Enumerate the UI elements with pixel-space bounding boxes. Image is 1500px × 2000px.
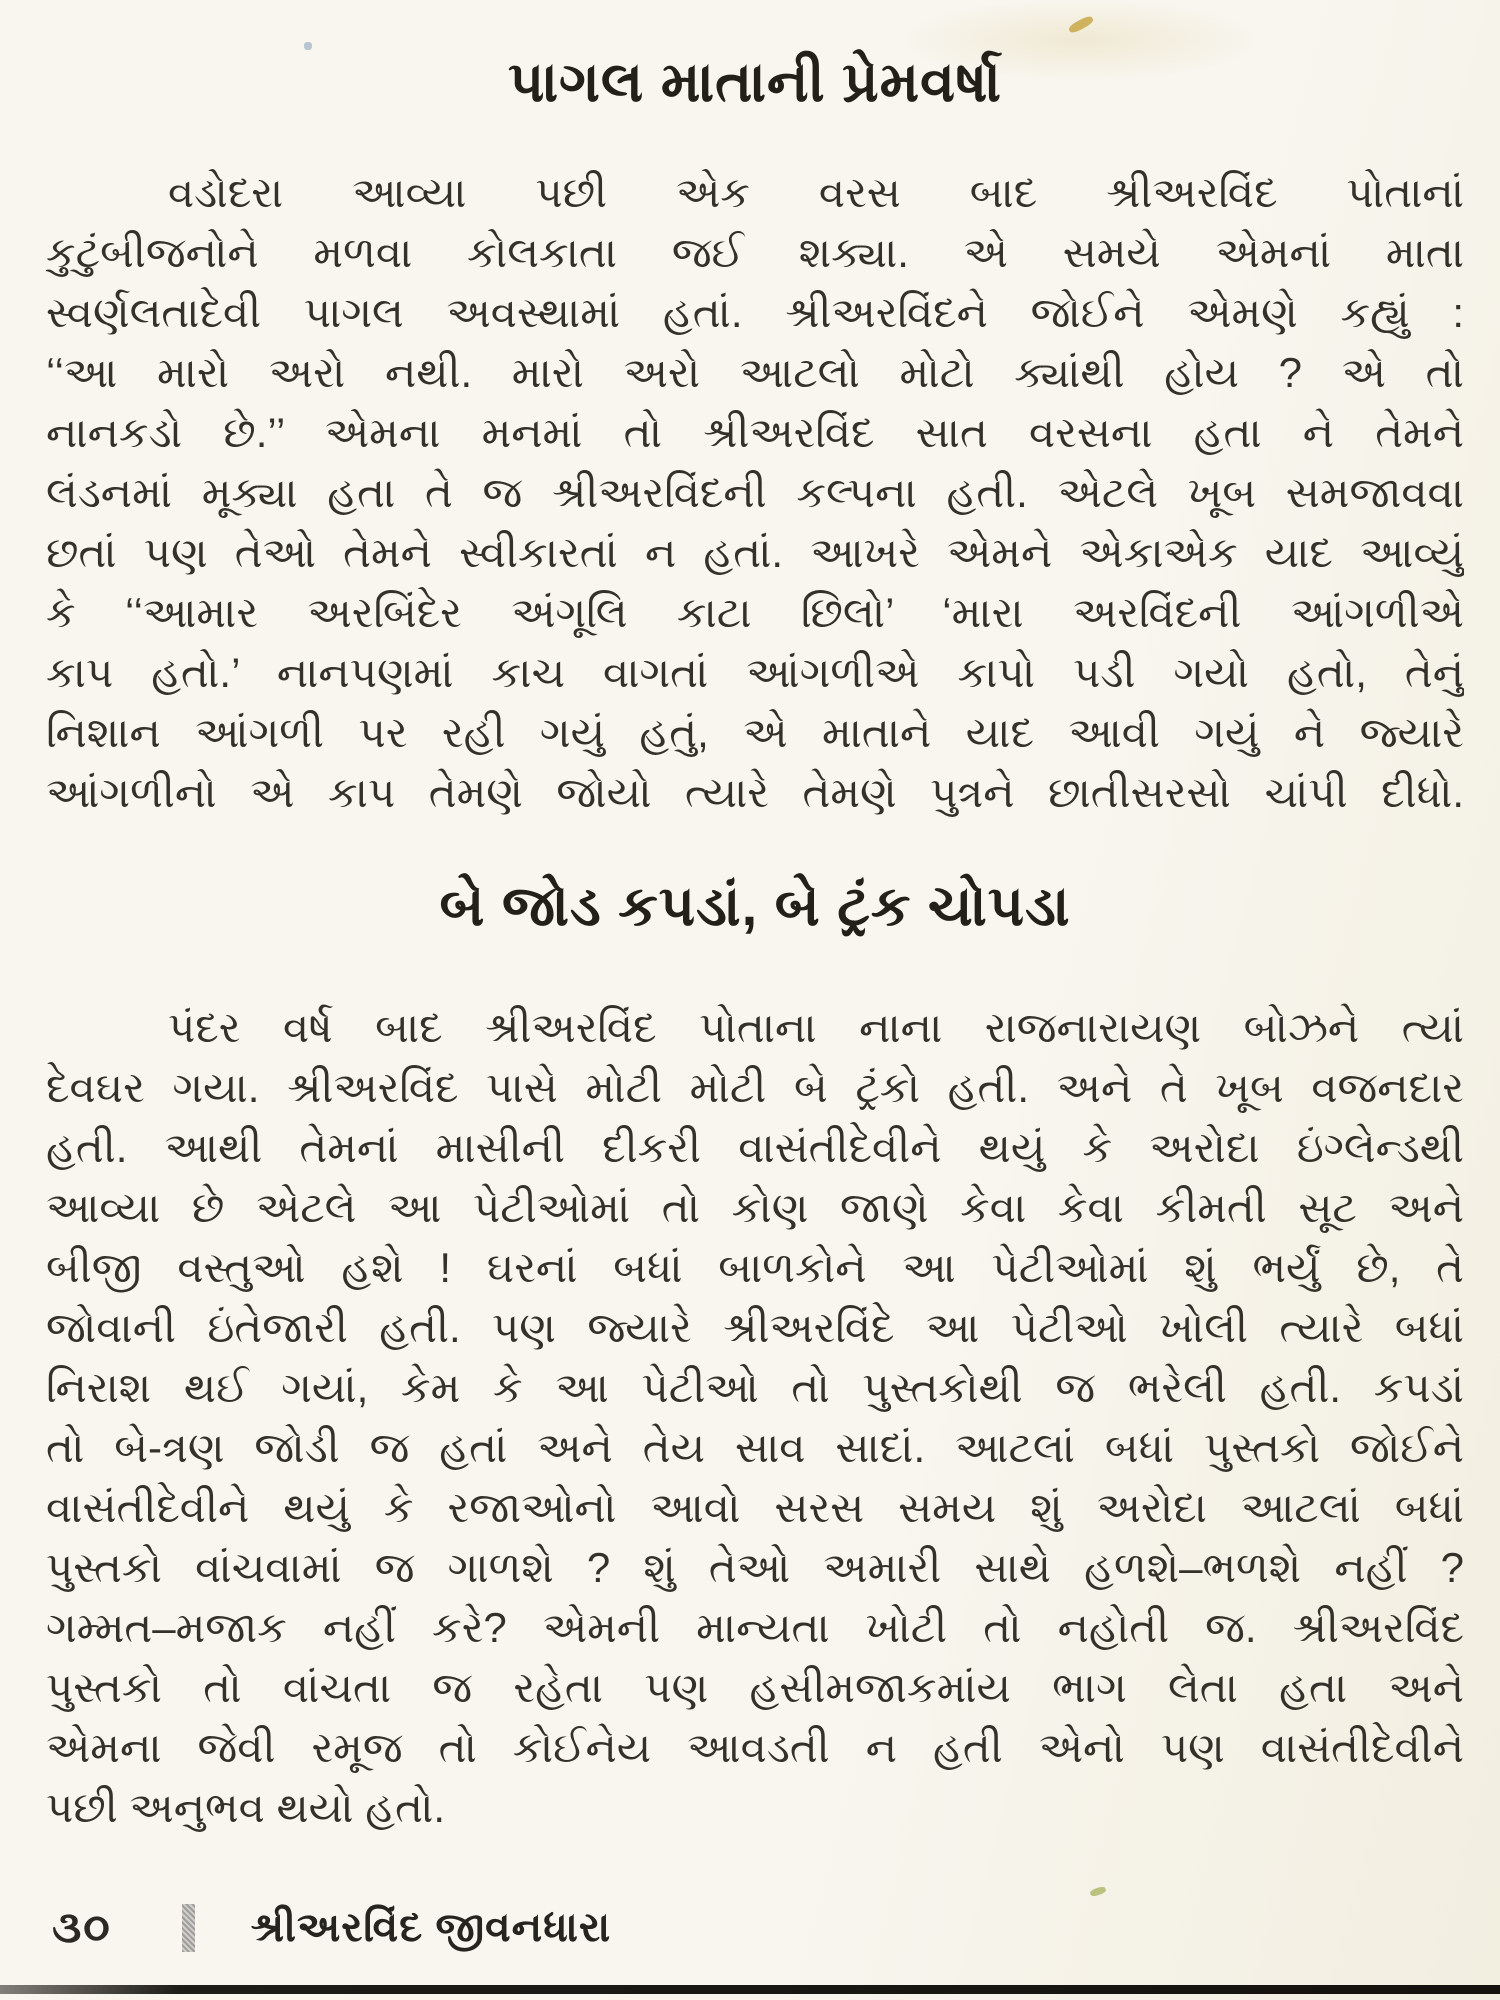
text-line: પછી અનુભવ થયો હતો. (46, 1784, 446, 1831)
book-title: શ્રીઅરવિંદ જીવનધારા (250, 1904, 612, 1950)
text-line: પુસ્તકો વાંચવામાં જ ગાળશે ? શું તેઓ અમારી સાથે હળશે–ભળશે નહીં ? (46, 1544, 1464, 1591)
text-line: દેવઘર ગયા. શ્રીઅરવિંદ પાસે મોટી મોટી બે ટ્રંકો હતી. અને તે ખૂબ વજનદાર (46, 1064, 1464, 1111)
text-line: પંદર વર્ષ બાદ શ્રીઅરવિંદ પોતાના નાના રાજનારાયણ બોઝને ત્યાં (168, 1004, 1464, 1051)
text-line: કાપ હતો.’ નાનપણમાં કાચ વાગતાં આંગળીએ કાપો પડી ગયો હતો, તેનું (46, 649, 1464, 696)
text-line: નાનકડો છે.’’ એમના મનમાં તો શ્રીઅરવિંદ સાત વરસના હતા ને તેમને (46, 409, 1464, 456)
text-line: નિરાશ થઈ ગયાં, કેમ કે આ પેટીઓ તો પુસ્તકોથી જ ભરેલી હતી. કપડાં (46, 1364, 1464, 1411)
text-line: કુટુંબીજનોને મળવા કોલકાતા જઈ શક્યા. એ સમયે એમનાં માતા (46, 229, 1464, 276)
scan-speck-blue (304, 42, 312, 50)
text-line: વડોદરા આવ્યા પછી એક વરસ બાદ શ્રીઅરવિંદ પોતાનાં (168, 169, 1464, 216)
text-line: વાસંતીદેવીને થયું કે રજાઓનો આવો સરસ સમય શું અરોદા આટલાં બધાં (46, 1484, 1464, 1531)
text-line: એમના જેવી રમૂજ તો કોઈનેય આવડતી ન હતી એનો પણ વાસંતીદેવીને (46, 1724, 1464, 1771)
text-line: કે ‘‘આમાર અરબિંદેર અંગૂલિ કાટા છિલો’ ‘મારા અરવિંદની આંગળીએ (46, 589, 1464, 636)
text-line: જોવાની ઇંતેજારી હતી. પણ જ્યારે શ્રીઅરવિંદે આ પેટીઓ ખોલી ત્યારે બધાં (46, 1304, 1464, 1351)
text-line: નિશાન આંગળી પર રહી ગયું હતું, એ માતાને યાદ આવી ગયું ને જ્યારે (46, 709, 1464, 756)
text-line: આવ્યા છે એટલે આ પેટીઓમાં તો કોણ જાણે કેવા કેવા કીમતી સૂટ અને (46, 1184, 1464, 1231)
text-line: લંડનમાં મૂક્યા હતા તે જ શ્રીઅરવિંદની કલ્પના હતી. એટલે ખૂબ સમજાવવા (46, 469, 1464, 516)
paragraph-1 (46, 163, 1464, 823)
text-line: સ્વર્ણલતાદેવી પાગલ અવસ્થામાં હતાં. શ્રીઅરવિંદને જોઈને એમણે કહ્યું : (46, 289, 1464, 336)
text-line: તો બે-ત્રણ જોડી જ હતાં અને તેય સાવ સાદાં. આટલાં બધાં પુસ્તકો જોઈને (46, 1424, 1464, 1471)
page-number: ૩૦ (52, 1903, 112, 1952)
section-heading-2: બે જોડ કપડાં, બે ટ્રંક ચોપડા (439, 874, 1071, 937)
footer-separator-bar (182, 1904, 195, 1952)
text-line: આંગળીનો એ કાપ તેમણે જોયો ત્યારે તેમણે પુત્રને છાતીસરસો ચાંપી દીધો. (46, 769, 1464, 816)
paragraph-2 (46, 998, 1464, 1838)
scan-edge-line (0, 1985, 1500, 1994)
page-footer (52, 1898, 611, 1958)
text-line: ગમ્મત–મજાક નહીં કરે? એમની માન્યતા ખોટી તો નહોતી જ. શ્રીઅરવિંદ (46, 1604, 1464, 1651)
text-line: છતાં પણ તેઓ તેમને સ્વીકારતાં ન હતાં. આખરે એમને એકાએક યાદ આવ્યું (46, 529, 1464, 576)
section-heading-1: પાગલ માતાની પ્રેમવર્ષા (507, 50, 1003, 113)
text-line: પુસ્તકો તો વાંચતા જ રહેતા પણ હસીમજાકમાંય ભાગ લેતા હતા અને (46, 1664, 1464, 1711)
scan-speck-yellow (1067, 14, 1094, 34)
text-line: હતી. આથી તેમનાં માસીની દીકરી વાસંતીદેવીને થયું કે અરોદા ઇંગ્લેન્ડથી (46, 1124, 1464, 1171)
scan-speck-green (1089, 1886, 1106, 1898)
text-line: બીજી વસ્તુઓ હશે ! ઘરનાં બધાં બાળકોને આ પેટીઓમાં શું ભર્યું છે, તે (46, 1244, 1464, 1291)
text-line: ‘‘આ મારો અરો નથી. મારો અરો આટલો મોટો ક્યાંથી હોય ? એ તો (46, 349, 1464, 396)
